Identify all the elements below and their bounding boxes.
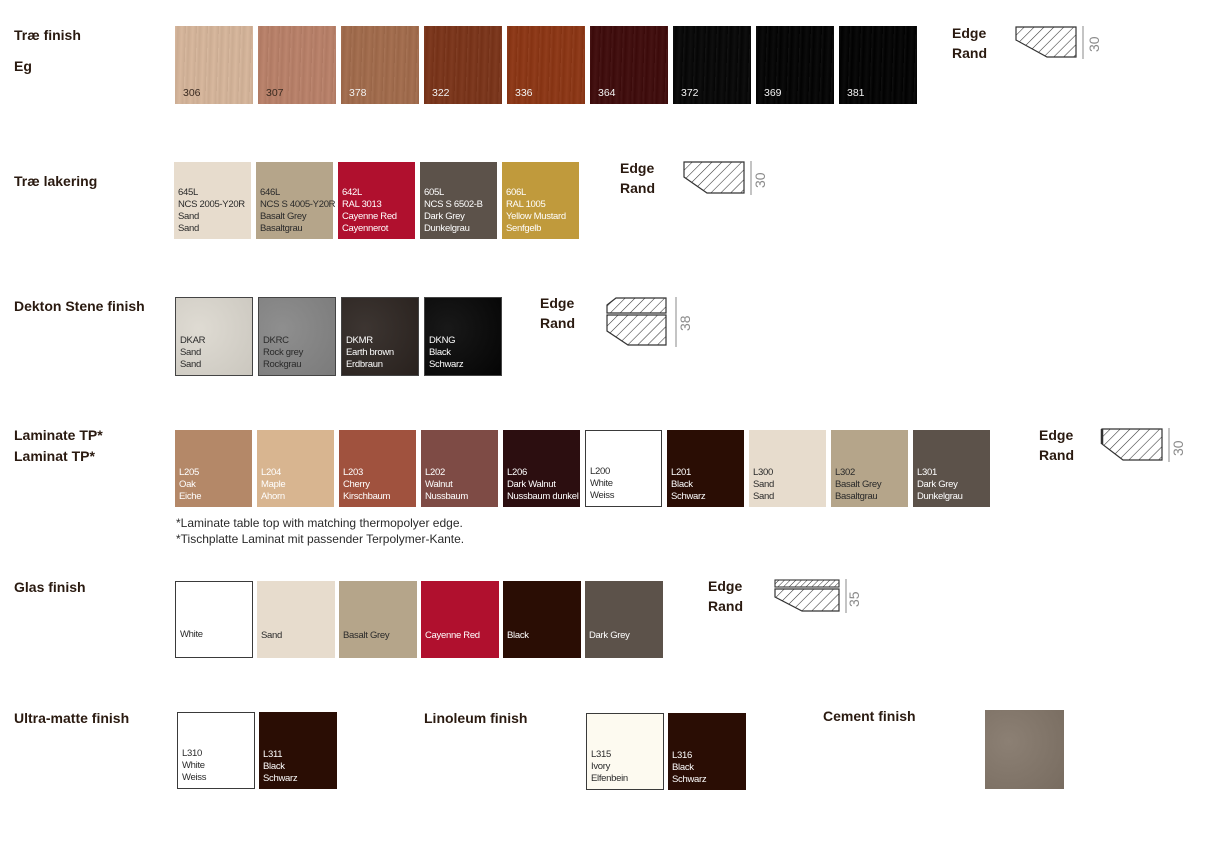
- swatch-lacquer-0[interactable]: [174, 162, 251, 239]
- swatch-caption-line: Dark Grey: [917, 479, 958, 490]
- swatch-caption-line: Elfenbein: [591, 773, 628, 784]
- swatch-dekton-0[interactable]: [175, 297, 253, 376]
- swatch-glass-2[interactable]: [339, 581, 417, 658]
- swatch-caption-line: Schwarz: [671, 491, 706, 502]
- swatch-caption-line: L204: [261, 467, 281, 478]
- swatch-code: 336: [515, 87, 533, 99]
- swatch-caption-line: Weiss: [590, 490, 615, 501]
- section-title-laminate: Laminate TP* Laminat TP*: [14, 427, 103, 464]
- swatch-caption-line: White: [180, 629, 203, 640]
- swatch-caption-line: Ivory: [591, 761, 611, 772]
- swatch-glass-1[interactable]: [257, 581, 335, 658]
- swatch-caption: [506, 187, 577, 235]
- swatch-caption-line: Walnut: [425, 479, 453, 490]
- swatch-caption-line: Sand: [180, 347, 201, 358]
- swatch-caption: [263, 749, 335, 785]
- swatch-wood-1[interactable]: [258, 26, 336, 104]
- swatch-caption-line: Oak: [179, 479, 196, 490]
- section-title-linoleum: Linoleum finish: [424, 710, 528, 726]
- swatch-caption-line: L205: [179, 467, 199, 478]
- swatch-caption-line: Sand: [178, 223, 199, 234]
- swatch-laminate-6[interactable]: [667, 430, 744, 507]
- swatch-caption-line: Cayenne Red: [425, 630, 480, 641]
- swatch-caption-line: L301: [917, 467, 937, 478]
- edge-label-dekton: Edge Rand: [540, 295, 575, 331]
- swatch-caption-line: Nussbaum: [425, 491, 469, 502]
- swatch-caption-line: Basaltgrau: [260, 223, 303, 234]
- swatch-caption-line: Dunkelgrau: [917, 491, 963, 502]
- swatch-caption-line: Dunkelgrau: [424, 223, 470, 234]
- swatch-caption: [342, 187, 413, 235]
- swatch-caption-line: Black: [672, 762, 694, 773]
- swatch-laminate-0[interactable]: [175, 430, 252, 507]
- section-title-cement: Cement finish: [823, 708, 916, 724]
- edge-label-laminate: Edge Rand: [1039, 427, 1074, 463]
- swatch-caption-line: Rockgrau: [263, 359, 302, 370]
- swatch-caption-line: Cayennerot: [342, 223, 389, 234]
- swatch-caption: [835, 467, 906, 503]
- swatch-caption-line: Black: [263, 761, 285, 772]
- swatch-code: 381: [847, 87, 865, 99]
- swatch-caption-line: L302: [835, 467, 855, 478]
- swatch-caption: [507, 467, 578, 503]
- swatch-caption: [425, 467, 496, 503]
- edge-label-lacquer: Edge Rand: [620, 160, 655, 196]
- swatch-caption: [753, 467, 824, 503]
- swatch-code: 322: [432, 87, 450, 99]
- swatch-glass-4[interactable]: [503, 581, 581, 658]
- swatch-caption-line: Weiss: [182, 772, 207, 783]
- swatch-code: 372: [681, 87, 699, 99]
- swatch-caption-line: Dark Grey: [589, 630, 630, 641]
- swatch-caption-line: Basalt Grey: [260, 211, 307, 222]
- swatch-wood-4[interactable]: [507, 26, 585, 104]
- swatch-caption: [346, 335, 416, 371]
- swatch-caption-line: Schwarz: [672, 774, 707, 785]
- swatch-caption: [343, 630, 415, 642]
- swatch-caption-line: NCS 2005-Y20R: [178, 199, 245, 210]
- swatch-caption-line: Eiche: [179, 491, 202, 502]
- swatch-caption-line: L202: [425, 467, 445, 478]
- swatch-linoleum-0[interactable]: [586, 713, 664, 790]
- swatch-caption-line: Dark Grey: [424, 211, 465, 222]
- section-title-lacquer: Træ lakering: [14, 173, 98, 189]
- swatch-wood-2[interactable]: [341, 26, 419, 104]
- swatch-code: 378: [349, 87, 367, 99]
- swatch-caption: [263, 335, 333, 371]
- swatch-laminate-2[interactable]: [339, 430, 416, 507]
- swatch-caption: [179, 467, 250, 503]
- swatch-lacquer-3[interactable]: [420, 162, 497, 239]
- swatch-caption: [261, 630, 333, 642]
- swatch-caption-line: Yellow Mustard: [506, 211, 566, 222]
- swatch-caption-line: Sand: [261, 630, 282, 641]
- swatch-laminate-4[interactable]: [503, 430, 580, 507]
- section-title-glass: Glas finish: [14, 579, 86, 595]
- swatch-caption-line: DKNG: [429, 335, 456, 346]
- swatch-ultramatte-1[interactable]: [259, 712, 337, 789]
- swatch-caption: [591, 749, 661, 785]
- edge-dimension-laminate: 30: [1170, 440, 1186, 456]
- edge-label-wood: Edge Rand: [952, 25, 987, 61]
- swatch-caption-line: Erdbraun: [346, 359, 383, 370]
- swatch-caption-line: L316: [672, 750, 692, 761]
- swatch-caption: [261, 467, 332, 503]
- swatch-caption: [180, 629, 250, 641]
- swatch-caption-line: Schwarz: [429, 359, 464, 370]
- swatch-laminate-5[interactable]: [585, 430, 662, 507]
- swatch-lacquer-2[interactable]: [338, 162, 415, 239]
- swatch-caption-line: L206: [507, 467, 527, 478]
- swatch-caption-line: Schwarz: [263, 773, 298, 784]
- swatch-caption: [429, 335, 499, 371]
- section-title-dekton: Dekton Stene finish: [14, 298, 145, 314]
- swatch-wood-8[interactable]: [839, 26, 917, 104]
- swatch-caption: [182, 748, 252, 784]
- swatch-caption-line: Black: [507, 630, 529, 641]
- swatch-caption-line: Ahorn: [261, 491, 285, 502]
- swatch-caption-line: RAL 3013: [342, 199, 382, 210]
- swatch-caption-line: Black: [429, 347, 451, 358]
- edge-dimension-wood: 30: [1086, 36, 1102, 52]
- swatch-caption-line: L201: [671, 467, 691, 478]
- swatch-caption-line: White: [590, 478, 613, 489]
- swatch-caption: [671, 467, 742, 503]
- swatch-code: 369: [764, 87, 782, 99]
- swatch-caption-line: Dark Walnut: [507, 479, 556, 490]
- swatch-caption-line: L311: [263, 749, 283, 760]
- swatch-caption-line: Nussbaum dunkel: [507, 491, 579, 502]
- swatch-code: 364: [598, 87, 616, 99]
- swatch-caption: [260, 187, 336, 235]
- swatch-ultramatte-0[interactable]: [177, 712, 255, 789]
- swatch-linoleum-1[interactable]: [668, 713, 746, 790]
- swatch-caption-line: Maple: [261, 479, 286, 490]
- swatch-code: 307: [266, 87, 284, 99]
- swatch-wood-7[interactable]: [756, 26, 834, 104]
- swatch-wood-5[interactable]: [590, 26, 668, 104]
- swatch-caption-line: Basaltgrau: [835, 491, 878, 502]
- swatch-caption: [589, 630, 661, 642]
- swatch-caption-line: L203: [343, 467, 363, 478]
- swatch-caption: [672, 750, 744, 786]
- swatch-caption-line: 642L: [342, 187, 362, 198]
- swatch-caption-line: Earth brown: [346, 347, 394, 358]
- swatch-caption-line: 645L: [178, 187, 198, 198]
- swatch-caption-line: L315: [591, 749, 611, 760]
- swatch-caption-line: 605L: [424, 187, 444, 198]
- swatch-glass-0[interactable]: [175, 581, 253, 658]
- section-title-ultramatte: Ultra-matte finish: [14, 710, 130, 726]
- swatch-caption-line: White: [182, 760, 205, 771]
- swatch-caption-line: Kirschbaum: [343, 491, 391, 502]
- swatch-laminate-3[interactable]: [421, 430, 498, 507]
- swatch-caption-line: Basalt Grey: [343, 630, 390, 641]
- edge-dimension-dekton: 38: [677, 315, 693, 331]
- swatch-caption-line: Sand: [180, 359, 201, 370]
- swatch-caption-line: L310: [182, 748, 202, 759]
- swatch-caption: [343, 467, 414, 503]
- swatch-caption-line: Senfgelb: [506, 223, 542, 234]
- swatch-laminate-9[interactable]: [913, 430, 990, 507]
- swatch-caption-line: Rock grey: [263, 347, 304, 358]
- swatch-caption: [178, 187, 249, 235]
- swatch-caption: [424, 187, 495, 235]
- swatch-lacquer-4[interactable]: [502, 162, 579, 239]
- swatch-caption-line: L300: [753, 467, 773, 478]
- swatch-caption: [590, 466, 659, 502]
- swatch-lacquer-1[interactable]: [256, 162, 336, 239]
- swatch-caption-line: NCS S 6502-B: [424, 199, 483, 210]
- swatch-wood-6[interactable]: [673, 26, 751, 104]
- swatch-dekton-1[interactable]: [258, 297, 336, 376]
- swatch-caption-line: Basalt Grey: [835, 479, 882, 490]
- swatch-glass-5[interactable]: [585, 581, 663, 658]
- swatch-caption-line: DKRC: [263, 335, 289, 346]
- swatch-caption-line: L200: [590, 466, 610, 477]
- swatch-caption-line: RAL 1005: [506, 199, 546, 210]
- swatch-caption-line: Black: [671, 479, 693, 490]
- swatch-cement-0[interactable]: [985, 710, 1064, 789]
- swatch-caption-line: Cherry: [343, 479, 370, 490]
- swatch-glass-3[interactable]: [421, 581, 499, 658]
- swatch-caption-line: Sand: [753, 479, 774, 490]
- swatch-wood-3[interactable]: [424, 26, 502, 104]
- edge-dimension-glass: 35: [846, 591, 862, 607]
- swatch-caption-line: Cayenne Red: [342, 211, 397, 222]
- swatch-laminate-7[interactable]: [749, 430, 826, 507]
- swatch-caption-line: DKMR: [346, 335, 373, 346]
- swatch-caption: [425, 630, 497, 642]
- swatch-wood-0[interactable]: [175, 26, 253, 104]
- swatch-caption-line: DKAR: [180, 335, 206, 346]
- swatch-dekton-2[interactable]: [341, 297, 419, 376]
- swatch-caption-line: 646L: [260, 187, 280, 198]
- swatch-caption-line: Sand: [178, 211, 199, 222]
- swatch-laminate-1[interactable]: [257, 430, 334, 507]
- swatch-laminate-8[interactable]: [831, 430, 908, 507]
- swatch-caption-line: 606L: [506, 187, 526, 198]
- section-title-wood: Træ finish Eg: [14, 27, 81, 74]
- swatch-caption-line: NCS S 4005-Y20R: [260, 199, 336, 210]
- swatch-caption-line: Sand: [753, 491, 774, 502]
- edge-label-glass: Edge Rand: [708, 578, 743, 614]
- swatch-caption: [917, 467, 988, 503]
- laminate-footnote: *Laminate table top with matching thermopolyer edge. *Tischplatte Laminat mit passender Terpolymer-Kante.: [176, 516, 465, 546]
- swatch-caption: [507, 630, 579, 642]
- edge-dimension-lacquer: 30: [752, 172, 768, 188]
- swatch-dekton-3[interactable]: [424, 297, 502, 376]
- swatch-caption: [180, 335, 250, 371]
- swatch-code: 306: [183, 87, 201, 99]
